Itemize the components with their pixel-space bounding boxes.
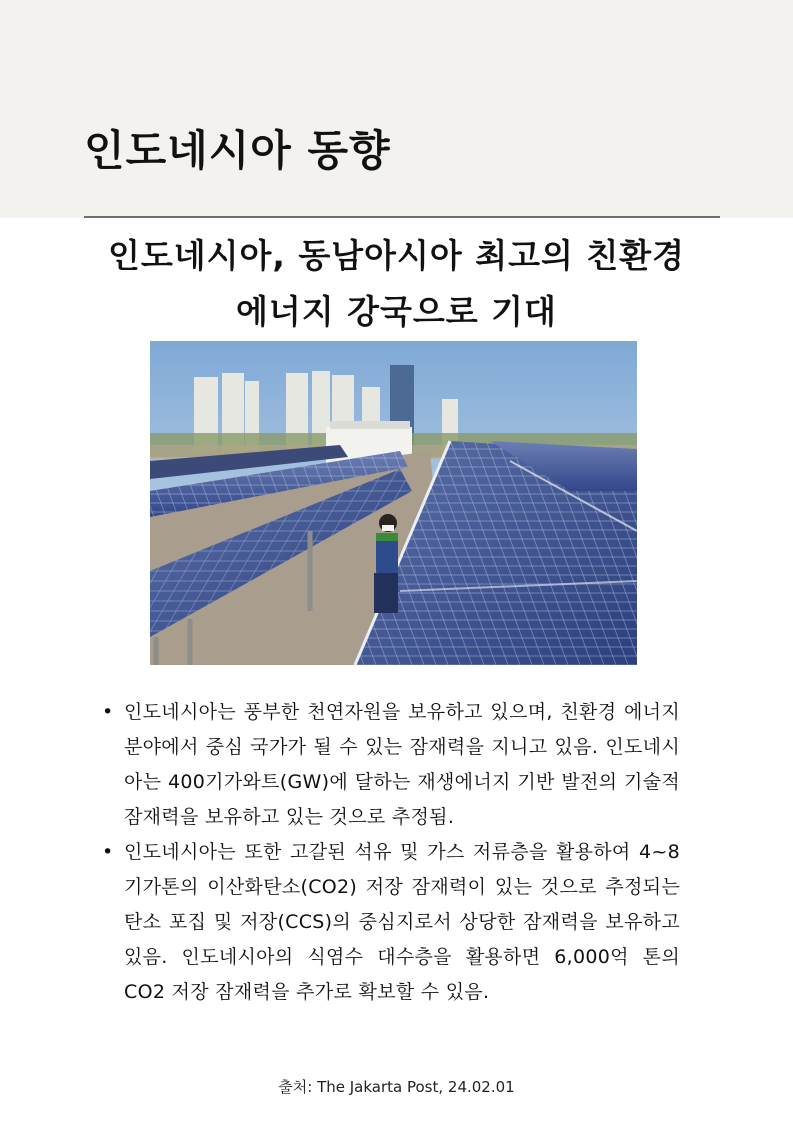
bullet-item [100, 695, 680, 835]
bullet-dot: • [102, 841, 114, 863]
page-title: 인도네시아 동향 [84, 126, 391, 175]
article-headline [60, 228, 733, 340]
header-divider [84, 216, 720, 218]
headline-line-1: 인도네시아, 동남아시아 최고의 친환경 [107, 236, 686, 275]
source-citation: 출처: The Jakarta Post, 24.02.01 [278, 1078, 515, 1096]
bullet-text: 인도네시아는 또한 고갈된 석유 및 가스 저류층을 활용하여 4~8기가톤의 이산화탄소(CO2) 저장 잠재력이 있는 것으로 추정되는 탄소 포집 및 저장(CCS)의 중심지로서 상당한 잠재력을 보유하고 있음. 인도네시아의 식염수 대수층을 활용하면 6,000억 톤의 CO2 저장 잠재력을 추가로 확보할 수 있음. [124, 841, 680, 1003]
bullet-item [100, 835, 680, 1010]
rooftop-solar-panels-photo [150, 341, 637, 665]
bullet-list [100, 695, 680, 1010]
bullet-dot: • [102, 701, 114, 723]
bullet-text: 인도네시아는 풍부한 천연자원을 보유하고 있으며, 친환경 에너지 분야에서 중심 국가가 될 수 있는 잠재력을 지니고 있음. 인도네시아는 400기가와트(GW)에 달하는 재생에너지 기반 발전의 기술적 잠재력을 보유하고 있는 것으로 추정됨. [124, 701, 680, 828]
header-band [0, 0, 793, 218]
headline-line-2: 에너지 강국으로 기대 [236, 292, 557, 331]
